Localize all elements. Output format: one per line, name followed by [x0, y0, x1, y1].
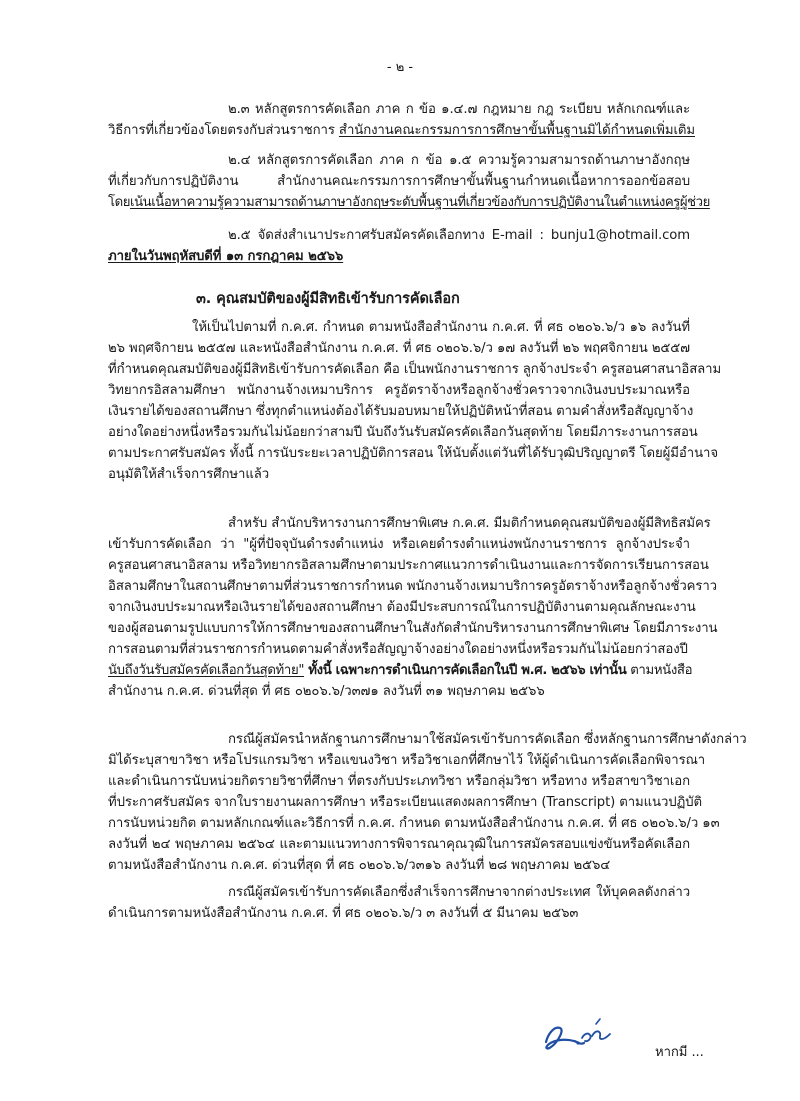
para-1-line-7: ตามประกาศรับสมัคร ทั้งนี้ การนับระยะเวลาปฏิบัติการสอน ให้นับตั้งแต่วันที่ได้รับวุฒิปริญญาตรี โดยผู้มีอำนาจ: [108, 446, 718, 461]
item-2-5-deadline: ภายในวันพฤหัสบดีที่ ๑๓ กรกฎาคม ๒๕๖๖: [108, 249, 344, 264]
section-3-heading: ๓. คุณสมบัติของผู้มีสิทธิเข้ารับการคัดเลือก: [196, 291, 460, 307]
item-2-3-line-2: [108, 121, 695, 141]
para-2-line-8: [108, 661, 693, 681]
continuation-marker: หากมี ...: [655, 1045, 704, 1060]
para-2-line-9: สำนักงาน ก.ค.ศ. ด่วนที่สุด ที่ ศธ ๐๒๐๖.๖/ว๓๗๑ ลงวันที่ ๓๑ พฤษภาคม ๒๕๖๖: [108, 684, 545, 699]
signature-icon: [540, 1012, 614, 1056]
para-2-line-4: อิสลามศึกษาในสถานศึกษาตามที่ส่วนราชการกำหนด พนักงานจ้างเหมาบริการครูอัตราจ้างหรือลูกจ้างชั่วคราว: [108, 579, 717, 594]
para-1-line-8: อนุมัติให้สำเร็จการศึกษาแล้ว: [108, 467, 270, 482]
para-3-line-4: ที่ประกาศรับสมัคร จากใบรายงานผลการศึกษา หรือระเบียนแสดงผลการศึกษา (Transcript) ตามแนวปฏิบัติ: [108, 795, 703, 810]
para-4-line-1: กรณีผู้สมัครเข้ารับการคัดเลือกซึ่งสำเร็จการศึกษาจากต่างประเทศ ให้บุคคลดังกล่าว: [228, 885, 690, 900]
para-2-bold-note: ทั้งนี้ เฉพาะการดำเนินการคัดเลือกในปี พ.ศ. ๒๕๖๖ เท่านั้น: [304, 663, 627, 678]
para-2-line-1: สำหรับ สำนักบริหารงานการศึกษาพิเศษ ก.ค.ศ. มีมติกำหนดคุณสมบัติของผู้มีสิทธิสมัคร: [228, 516, 711, 531]
para-2-line-5: จากเงินงบประมาณหรือเงินรายได้ของสถานศึกษา ต้องมีประสบการณ์ในการปฏิบัติงานตามคุณลักษณะงาน: [108, 600, 696, 615]
item-2-3-text: วิธีการที่เกี่ยวข้องโดยตรงกับส่วนราชการ: [108, 123, 339, 138]
item-2-4-text: โดย: [108, 195, 131, 210]
item-2-3-underlined: สำนักงานคณะกรรมการการศึกษาขั้นพื้นฐานมิได้กำหนดเพิ่มเติม: [338, 123, 695, 138]
para-3-line-5: การนับหน่วยกิต ตามหลักเกณฑ์และวิธีการที่ ก.ค.ศ. กำหนด ตามหนังสือสำนักงาน ก.ค.ศ. ที่ ศธ ๐๒๐๖.๖/ว ๑๓: [108, 816, 720, 831]
item-2-4-line-3: [108, 193, 710, 213]
para-1-line-4: วิทยากรอิสลามศึกษา พนักงานจ้างเหมาบริการ ครูอัตราจ้างหรือลูกจ้างชั่วคราวจากเงินงบประมาณหรือ: [108, 383, 690, 398]
para-3-line-3: และดำเนินการนับหน่วยกิตรายวิชาที่ศึกษา ที่ตรงกับประเภทวิชา หรือกลุ่มวิชา หรือทาง หรือสาขาวิชาเอก: [108, 774, 690, 789]
para-1-line-2: ๒๖ พฤศจิกายน ๒๕๕๗ และหนังสือสำนักงาน ก.ค.ศ. ที่ ศธ ๐๒๐๖.๖/ว ๑๗ ลงวันที่ ๒๖ พฤศจิกายน ๒๕๕๗: [108, 341, 690, 356]
item-2-4-line-2: ที่เกี่ยวกับการปฏิบัติงาน สำนักงานคณะกรรมการการศึกษาขั้นพื้นฐานกำหนดเนื้อหาการออกข้อสอบ: [108, 174, 690, 189]
para-1-line-5: เงินรายได้ของสถานศึกษา ซึ่งทุกตำแหน่งต้องได้รับมอบหมายให้ปฏิบัติหน้าที่สอน ตามคำสั่งหรือสัญญาจ้าง: [108, 404, 694, 419]
para-3-line-6: ลงวันที่ ๒๔ พฤษภาคม ๒๕๖๔ และตามแนวทางการพิจารณาคุณวุฒิในการสมัครสอบแข่งขันหรือคัดเลือก: [108, 837, 690, 852]
para-2-line-7: การสอนตามที่ส่วนราชการกำหนดตามคำสั่งหรือสัญญาจ้างอย่างใดอย่างหนึ่งหรือรวมกันไม่น้อยกว่าสองปี: [108, 642, 688, 657]
item-2-3-line-1: ๒.๓ หลักสูตรการคัดเลือก ภาค ก ข้อ ๑.๔.๗ กฎหมาย กฎ ระเบียบ หลักเกณฑ์และ: [228, 102, 690, 117]
para-2-line-6: ของผู้สอนตามรูปแบบการให้การศึกษาของสถานศึกษาในสังกัดสำนักบริหารงานการศึกษาพิเศษ โดยมีภาระงาน: [108, 621, 718, 636]
para-1-line-6: อย่างใดอย่างหนึ่งหรือรวมกันไม่น้อยกว่าสามปี นับถึงวันรับสมัครคัดเลือกวันสุดท้าย โดยมีภาระงานการสอน: [108, 425, 698, 440]
para-2-underlined: นับถึงวันรับสมัครคัดเลือกวันสุดท้าย": [108, 663, 305, 678]
para-3-line-7: ตามหนังสือสำนักงาน ก.ค.ศ. ด่วนที่สุด ที่ ศธ ๐๒๐๖.๖/ว๓๑๖ ลงวันที่ ๒๘ พฤษภาคม ๒๕๖๔: [108, 858, 611, 873]
page-number: - ๒ -: [386, 60, 414, 75]
para-2-tail: ตามหนังสือ: [626, 663, 693, 678]
para-2-line-2: เข้ารับการคัดเลือก ว่า "ผู้ที่ปัจจุบันดำรงตำแหน่ง หรือเคยดำรงตำแหน่งพนักงานราชการ ลูกจ้างประจำ: [108, 537, 690, 552]
para-1-line-1: ให้เป็นไปตามที่ ก.ค.ศ. กำหนด ตามหนังสือสำนักงาน ก.ค.ศ. ที่ ศธ ๐๒๐๖.๖/ว ๑๖ ลงวันที่: [192, 320, 690, 335]
para-3-line-2: มิได้ระบุสาขาวิชา หรือโปรแกรมวิชา หรือแขนงวิชา หรือวิชาเอกที่ศึกษาไว้ ให้ผู้ดำเนินการคัดเลือกพิจารณา: [108, 753, 706, 768]
para-1-line-3: ที่กำหนดคุณสมบัติของผู้มีสิทธิเข้ารับการคัดเลือก คือ เป็นพนักงานราชการ ลูกจ้างประจำ ครูสอนศาสนาอิสลาม: [108, 362, 722, 377]
item-2-4-underlined: เน้นเนื้อหาความรู้ความสามารถด้านภาษาอังกฤษระดับพื้นฐานที่เกี่ยวข้องกับการปฏิบัติงานในตำแหน่งครูผู้ช่วย: [130, 195, 710, 210]
para-4-line-2: ดำเนินการตามหนังสือสำนักงาน ก.ค.ศ. ที่ ศธ ๐๒๐๖.๖/ว ๓ ลงวันที่ ๕ มีนาคม ๒๕๖๓: [108, 906, 579, 921]
para-3-line-1: กรณีผู้สมัครนำหลักฐานการศึกษามาใช้สมัครเข้ารับการคัดเลือก ซึ่งหลักฐานการศึกษาดังกล่าว: [228, 732, 747, 747]
item-2-4-line-1: ๒.๔ หลักสูตรการคัดเลือก ภาค ก ข้อ ๑.๕ ความรู้ความสามารถด้านภาษาอังกฤษ: [228, 153, 690, 168]
para-2-line-3: ครูสอนศาสนาอิสลาม หรือวิทยากรอิสลามศึกษาตามประกาศแนวการดำเนินงานและการจัดการเรียนการสอน: [108, 558, 709, 573]
item-2-5-line-1: ๒.๕ จัดส่งสำเนาประกาศรับสมัครคัดเลือกทาง E-mail : bunju1@hotmail.com: [228, 228, 690, 243]
